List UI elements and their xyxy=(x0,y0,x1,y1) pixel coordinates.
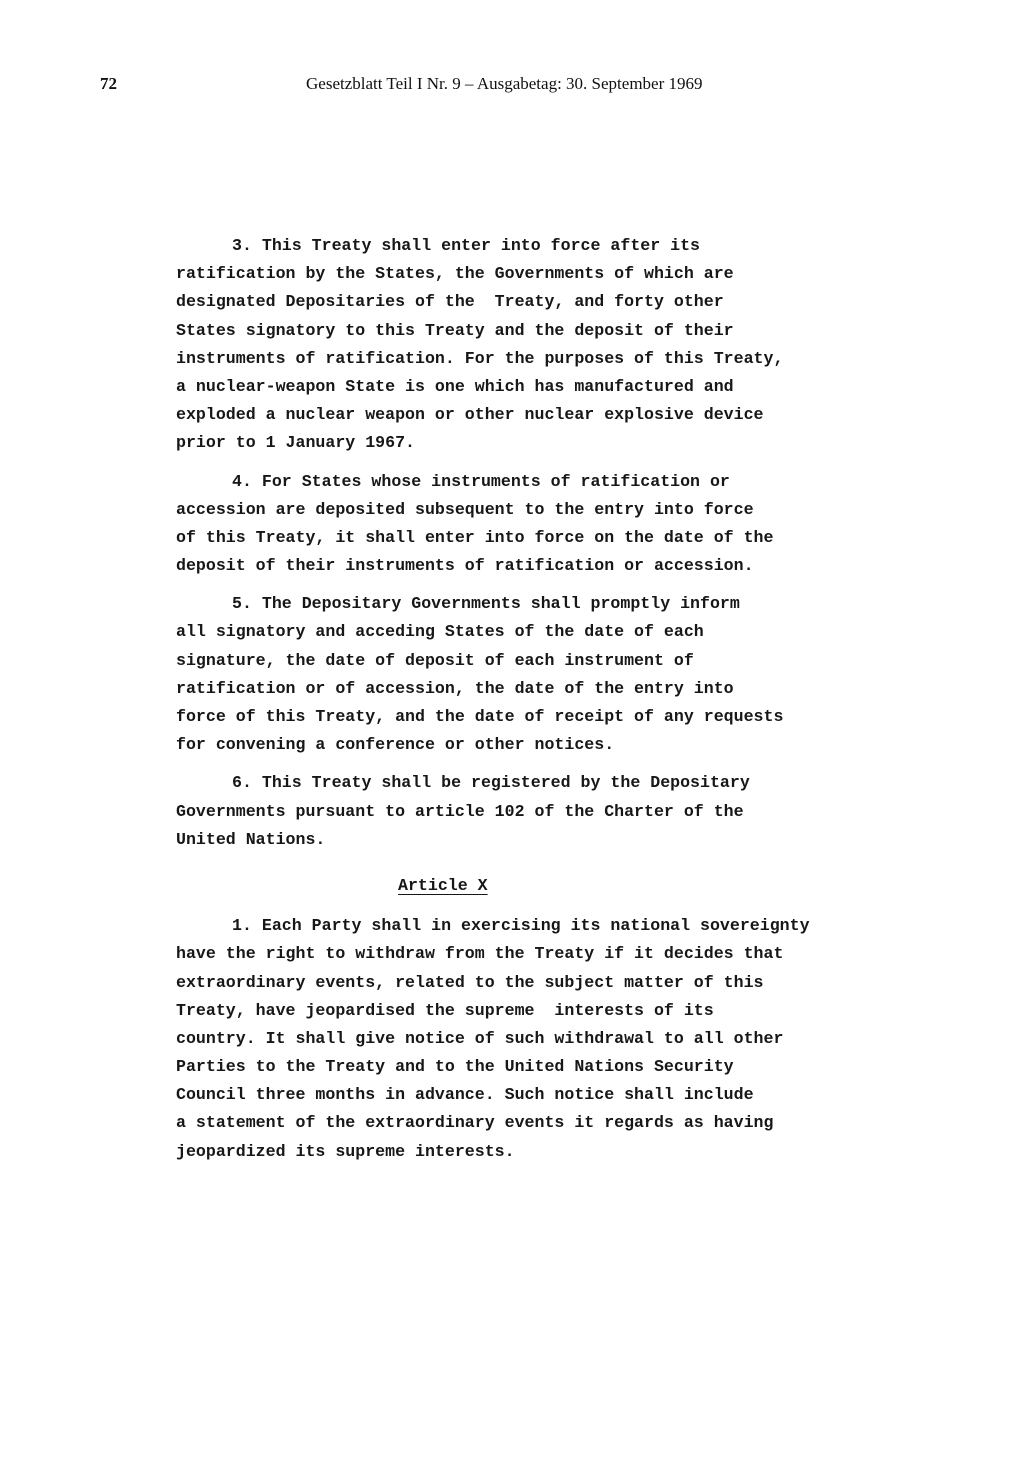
text-line: deposit of their instruments of ratification or accession. xyxy=(176,556,754,576)
text-line: 5. The Depositary Governments shall promptly inform xyxy=(232,594,740,614)
text-line: 3. This Treaty shall enter into force after its xyxy=(232,236,701,255)
text-line: have the right to withdraw from the Treaty if it decides that xyxy=(176,944,784,964)
gazette-header-title: Gesetzblatt Teil I Nr. 9 – Ausgabetag: 30. September 1969 xyxy=(306,74,703,93)
text-line: ratification or of accession, the date of the entry into xyxy=(176,678,734,698)
text-line: all signatory and acceding States of the date of each xyxy=(176,622,704,642)
text-line: 1. Each Party shall in exercising its national sovereignty xyxy=(232,916,810,936)
text-line: extraordinary events, related to the subject matter of this xyxy=(176,972,764,992)
text-line: 4. For States whose instruments of ratification or xyxy=(232,471,730,491)
article-heading: Article X xyxy=(398,875,488,895)
text-line: Parties to the Treaty and to the United Nations Security xyxy=(176,1057,734,1077)
text-line: designated Depositaries of the Treaty, and forty other xyxy=(176,292,724,312)
text-line: exploded a nuclear weapon or other nuclear explosive device xyxy=(176,405,764,425)
text-line: for convening a conference or other notices. xyxy=(176,735,615,755)
page-number: 72 xyxy=(100,74,117,93)
text-line: United Nations. xyxy=(176,829,326,849)
text-line: a nuclear-weapon State is one which has manufactured and xyxy=(176,376,734,396)
text-line: Council three months in advance. Such notice shall include xyxy=(176,1085,754,1105)
paragraph-6 xyxy=(176,769,888,854)
text-line: instruments of ratification. For the purposes of this Treaty, xyxy=(176,348,784,368)
text-line: country. It shall give notice of such withdrawal to all other xyxy=(176,1028,784,1048)
text-line: States signatory to this Treaty and the deposit of their xyxy=(176,320,734,340)
text-line: a statement of the extraordinary events it regards as having xyxy=(176,1113,774,1133)
text-line: accession are deposited subsequent to the entry into force xyxy=(176,499,754,519)
article-x-paragraph-1 xyxy=(176,912,888,1166)
text-line: Governments pursuant to article 102 of the Charter of the xyxy=(176,801,744,821)
paragraph-5 xyxy=(176,590,888,759)
treaty-text xyxy=(176,232,888,1166)
text-line: Treaty, have jeopardised the supreme interests of its xyxy=(176,1000,714,1020)
text-line: ratification by the States, the Governments of which are xyxy=(176,264,734,284)
paragraph-4 xyxy=(176,468,888,581)
text-line: 6. This Treaty shall be registered by the Depositary xyxy=(232,773,750,793)
paragraph-3 xyxy=(176,232,888,458)
text-line: of this Treaty, it shall enter into force on the date of the xyxy=(176,527,774,547)
text-line: force of this Treaty, and the date of receipt of any requests xyxy=(176,707,784,726)
text-line: jeopardized its supreme interests. xyxy=(176,1141,515,1161)
text-line: signature, the date of deposit of each instrument of xyxy=(176,650,694,670)
text-line: prior to 1 January 1967. xyxy=(176,433,415,453)
